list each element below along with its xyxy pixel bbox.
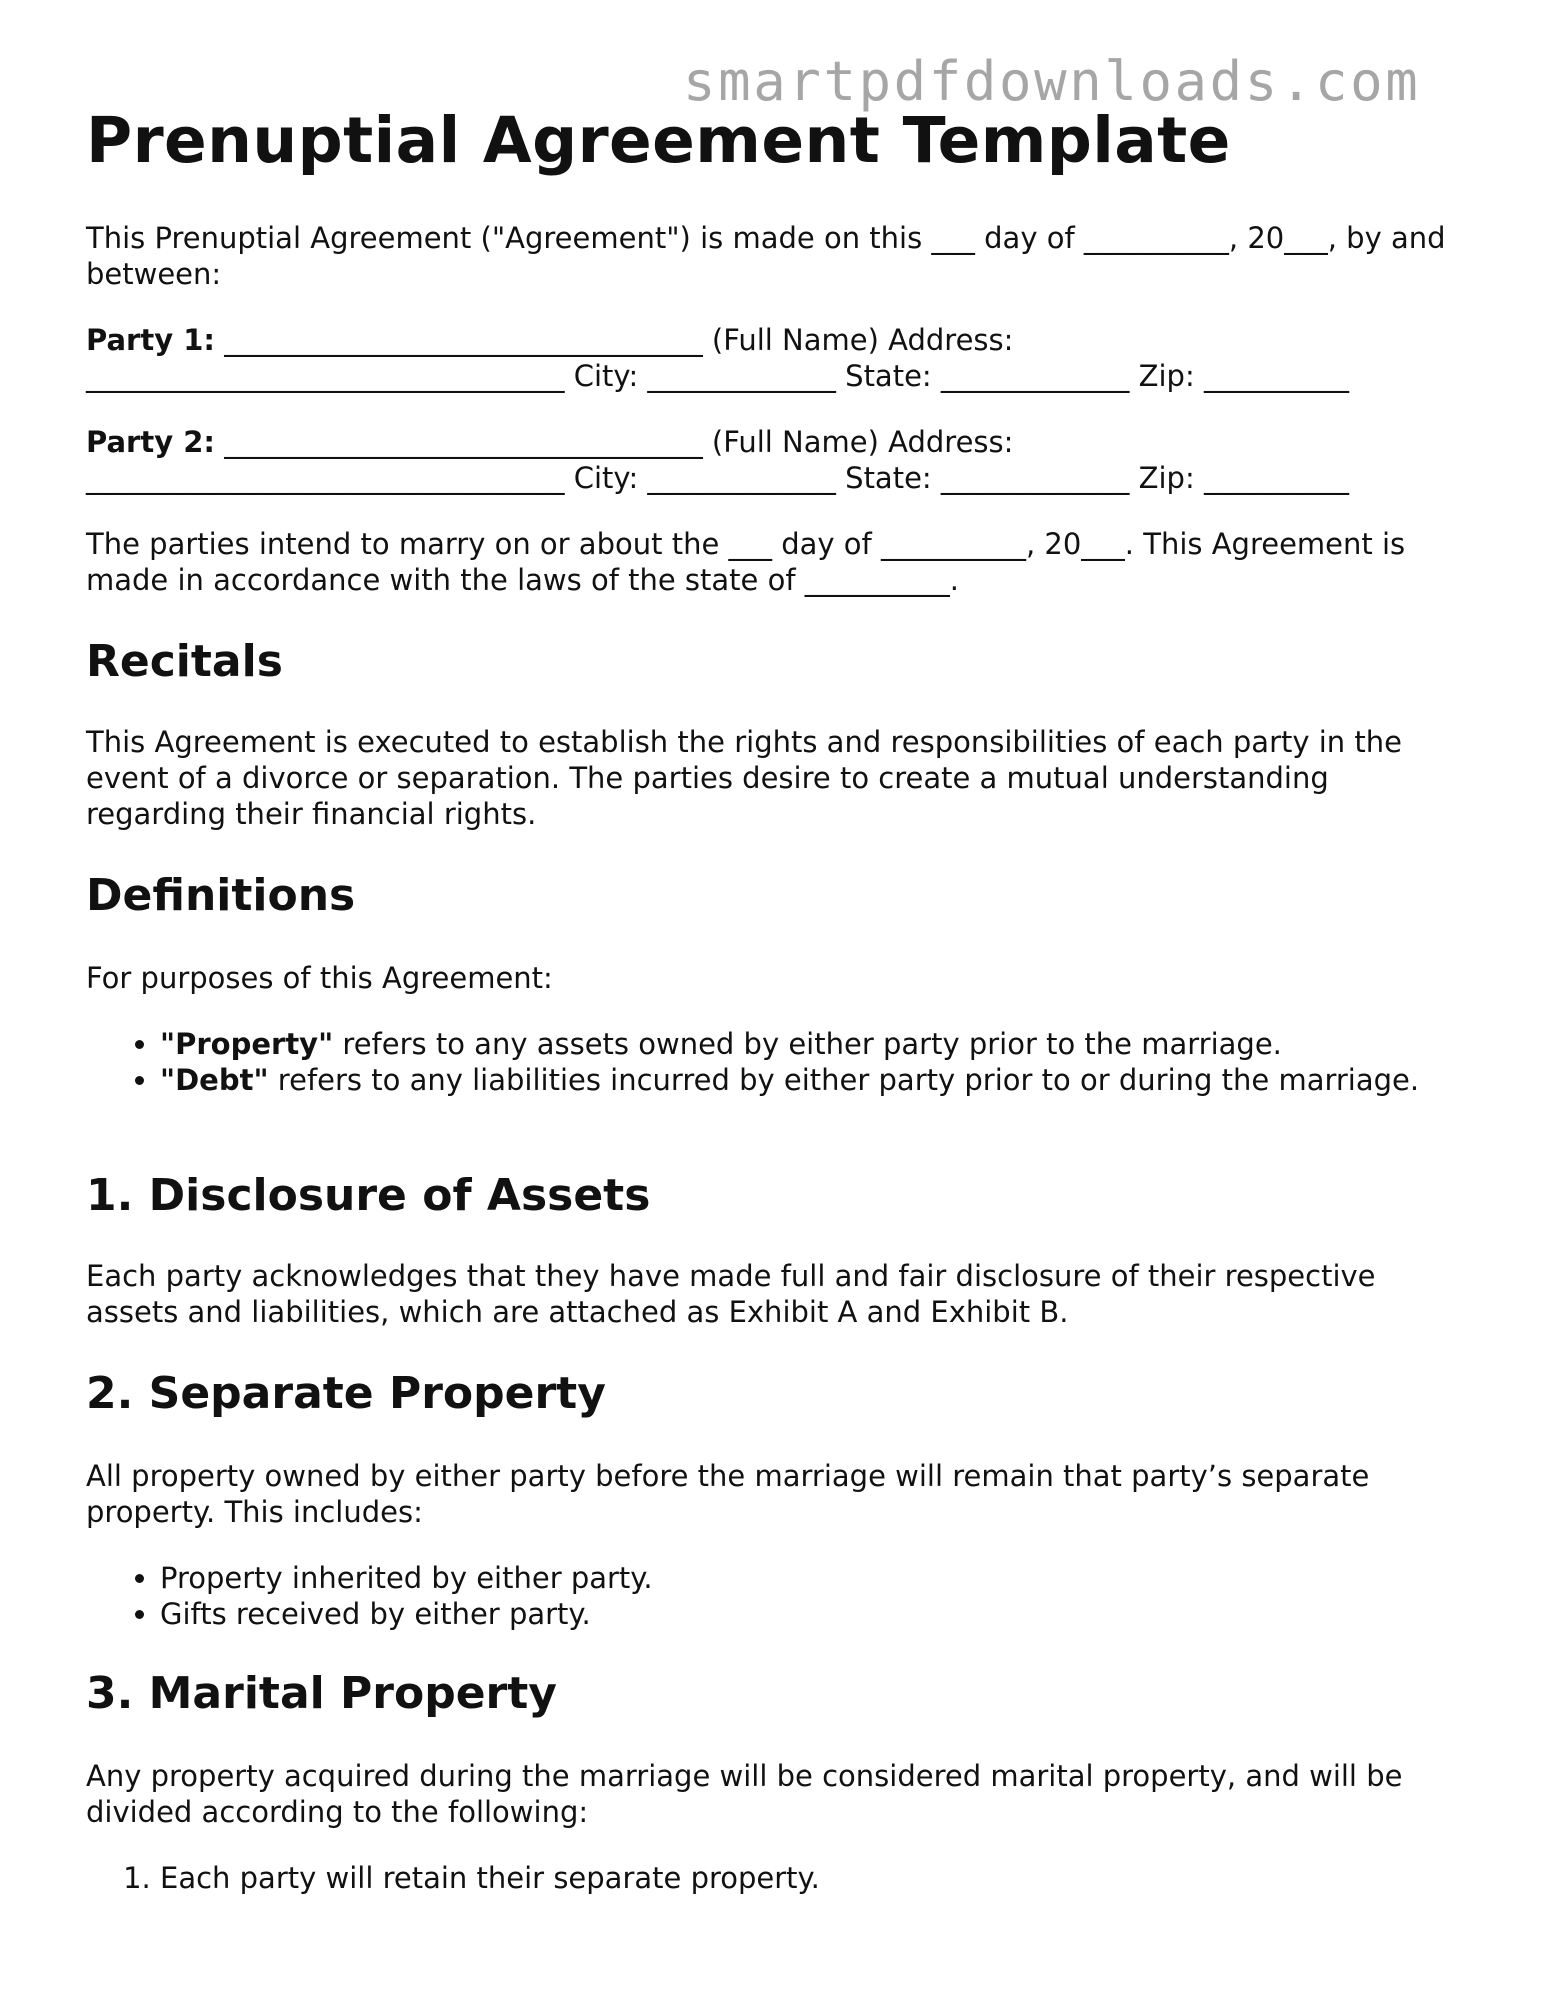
recitals-heading: Recitals (86, 636, 283, 687)
party-2-name-line: _________________________________ (Full Name) Address: (215, 425, 1014, 459)
recitals-body: This Agreement is executed to establish the rights and responsibilities of each party in the event of a divorce or separation. The parties desire to create a mutual understanding regarding their financial rights. (86, 725, 1402, 831)
definition-term: "Debt" (160, 1063, 269, 1097)
section-2-body: All property owned by either party before the marriage will remain that party’s separate property. This includes: (86, 1459, 1370, 1529)
definition-text: refers to any assets owned by either party prior to the marriage. (333, 1027, 1282, 1061)
list-item (160, 1062, 1460, 1098)
section-1-heading: 1. Disclosure of Assets (86, 1170, 651, 1221)
section-2-heading: 2. Separate Property (86, 1368, 606, 1419)
section-3-body: Any property acquired during the marriage will be considered marital property, and will be divided according to the following: (86, 1759, 1403, 1829)
watermark: smartpdfdownloads.com (683, 50, 1421, 113)
party-2-block (86, 424, 1464, 496)
page-title: Prenuptial Agreement Template (86, 104, 1231, 177)
party-2-address-line: _________________________________ City: _____________ State: _____________ Zip: __________ (86, 461, 1349, 495)
list-item: 1. Each party will retain their separate property. (160, 1860, 1460, 1896)
section-3-heading: 3. Marital Property (86, 1668, 557, 1719)
party-2-label: Party 2: (86, 425, 215, 459)
definitions-list (86, 1026, 1460, 1098)
separate-property-list (86, 1560, 1460, 1632)
list-item: • Property inherited by either party. (160, 1560, 1460, 1596)
list-item: • Gifts received by either party. (160, 1596, 1460, 1632)
intro-paragraph: This Prenuptial Agreement ("Agreement") is made on this ___ day of __________, 20___, by and between: (86, 221, 1446, 291)
list-item (160, 1026, 1460, 1062)
definitions-heading: Definitions (86, 870, 356, 921)
party-1-address-line: _________________________________ City: _____________ State: _____________ Zip: __________ (86, 359, 1349, 393)
marriage-clause: The parties intend to marry on or about the ___ day of __________, 20___. This Agreement is made in accordance with the laws of the state of __________. (86, 527, 1406, 597)
marital-property-list (86, 1860, 1460, 1896)
section-1-body: Each party acknowledges that they have made full and fair disclosure of their respective assets and liabilities, which are attached as Exhibit A and Exhibit B. (86, 1259, 1376, 1329)
definition-term: "Property" (160, 1027, 334, 1061)
definition-text: refers to any liabilities incurred by either party prior to or during the marriage. (268, 1063, 1420, 1097)
party-1-label: Party 1: (86, 323, 215, 357)
definitions-intro: For purposes of this Agreement: (86, 961, 553, 995)
party-1-block (86, 322, 1464, 394)
party-1-name-line: _________________________________ (Full Name) Address: (215, 323, 1014, 357)
